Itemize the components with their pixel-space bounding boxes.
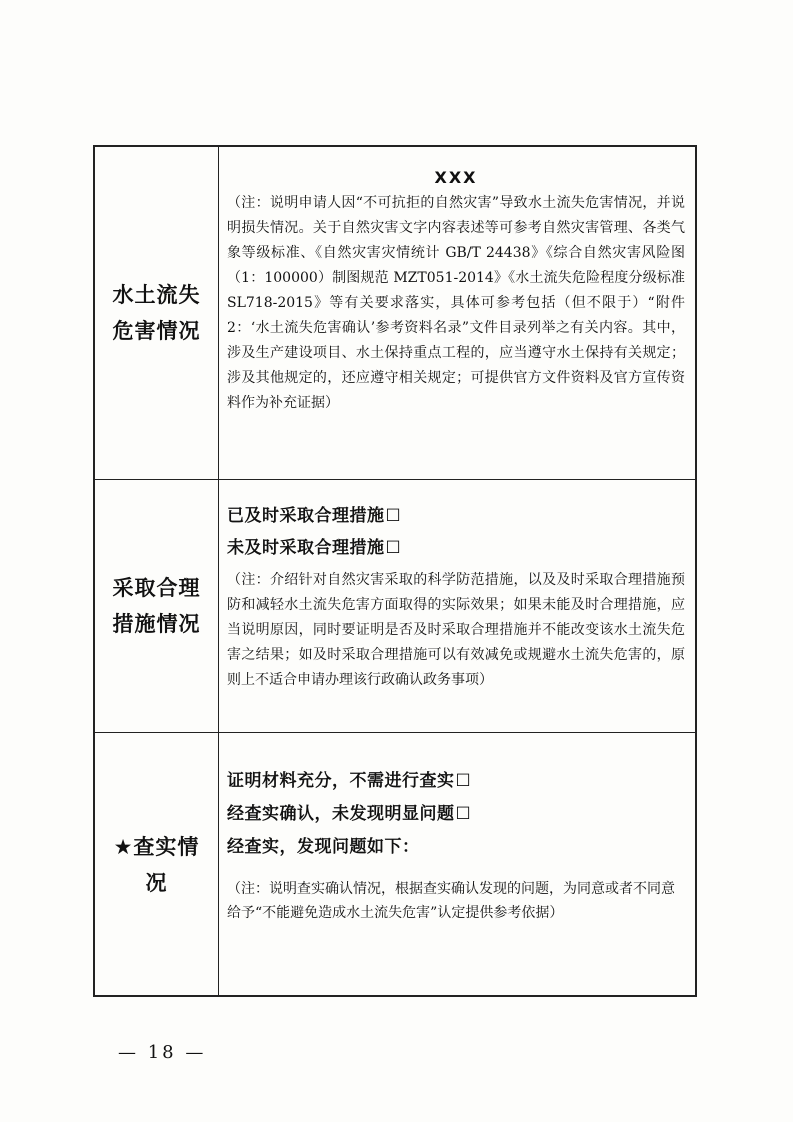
verification-note: （注：说明查实确认情况，根据查实确认发现的问题，为同意或者不同意给予“不能避免造成水土流失危害”认定提供参考依据）: [227, 881, 675, 921]
measures-option-not-timely-label: 未及时采取合理措施: [227, 538, 385, 558]
measures-options: [227, 504, 685, 560]
checkbox-icon[interactable]: ☐: [385, 538, 402, 558]
measures-option-not-timely[interactable]: [227, 536, 685, 560]
measures-row: [95, 480, 695, 733]
page-number: — 18 —: [118, 1042, 207, 1063]
measures-note: （注：介绍针对自然灾害采取的科学防范措施，以及及时采取合理措施预防和减轻水土流失危害方面取得的实际效果；如果未能及时合理措施，应当说明原因，同时要证明是否及时采取合理措施并不能改变该水土流失危害之结果；如及时采取合理措施可以有效减免或规避水土流失危害的，原则上不适合申请办理该行政确认政务事项）: [227, 572, 685, 688]
verification-content-cell: [219, 733, 695, 997]
verification-option-no-issue-label: 经查实确认，未发现明显问题: [227, 804, 455, 824]
verification-option-sufficient[interactable]: [227, 769, 685, 793]
hazard-placeholder-title: XXX: [434, 168, 478, 187]
confirmation-form-table: [93, 145, 697, 997]
verification-label-cell: [95, 733, 219, 997]
measures-option-timely[interactable]: [227, 504, 685, 528]
checkbox-icon[interactable]: ☐: [385, 506, 402, 526]
verification-row: [95, 733, 695, 997]
verification-label: ★查实情况: [113, 835, 200, 895]
measures-option-timely-label: 已及时采取合理措施: [227, 506, 385, 526]
verification-option-issues-found: [227, 835, 685, 859]
verification-option-sufficient-label: 证明材料充分，不需进行查实: [227, 771, 455, 791]
verification-options: [227, 769, 685, 859]
checkbox-icon[interactable]: ☐: [455, 804, 472, 824]
verification-option-issues-label: 经查实，发现问题如下：: [227, 837, 420, 857]
hazard-note: （注：说明申请人因“不可抗拒的自然灾害”导致水土流失危害情况，并说明损失情况。关于自然灾害文字内容表述等可参考自然灾害管理、各类气象等级标准、《自然灾害灾情统计 GB/T 24438》《综合自然灾害风险图（1：100000）制图规范 MZT051-2014》《水土流失危险程度分级标准 SL718-2015》等有关要求落实，具体可参考包括（但不限于）“附件 2：‘水土流失危害确认’参考资料名录”文件目录列举之有关内容。其中，涉及生产建设项目、水土保持重点工程的，应当遵守水土保持有关规定；涉及其他规定的，还应遵守相关规定；可提供官方文件资料及官方宣传资料作为补充证据）: [227, 195, 685, 411]
measures-label-cell: [95, 480, 219, 732]
hazard-label: 水土流失危害情况: [112, 283, 201, 343]
checkbox-icon[interactable]: ☐: [455, 771, 472, 791]
hazard-row: [95, 147, 695, 480]
verification-option-no-issue[interactable]: [227, 802, 685, 826]
hazard-content-cell: [219, 147, 695, 479]
measures-label: 采取合理措施情况: [112, 576, 201, 636]
hazard-label-cell: [95, 147, 219, 479]
measures-content-cell: [219, 480, 695, 732]
